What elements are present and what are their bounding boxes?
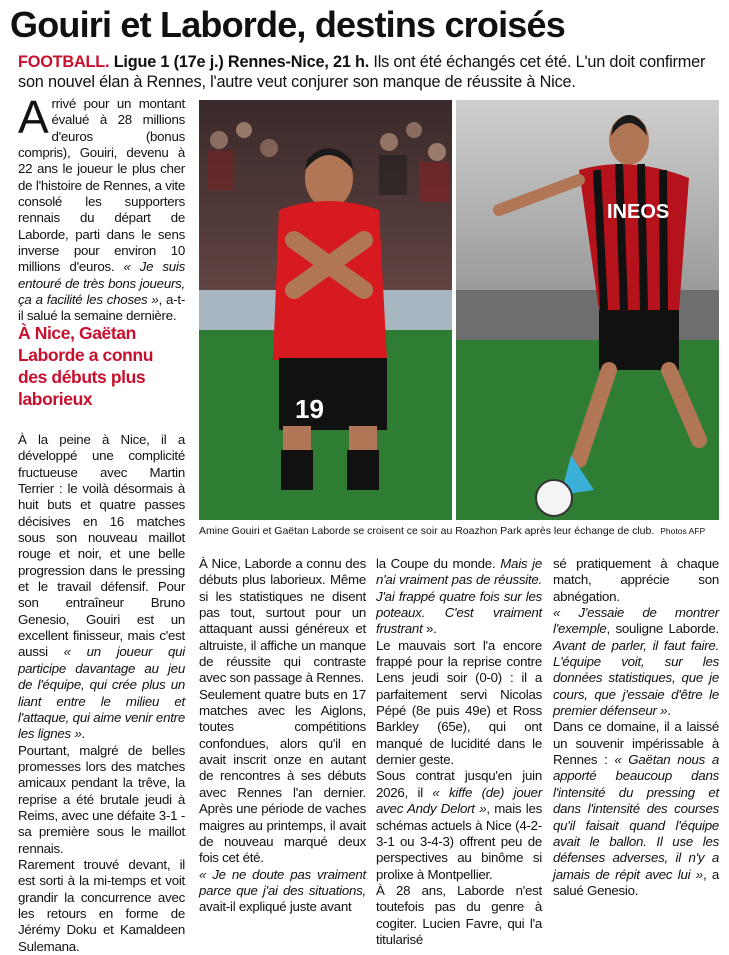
quote: Avant de parler, il faut faire. L'équipe voit, sur les données statistiques, que je cours, que j'essaie d'être le premier défenseur » bbox=[553, 637, 719, 719]
quote: Mais je n'ai vraiment pas de réussite. J'ai frappé quatre fois sur les poteaux. C'est vraiment frustrant bbox=[376, 556, 542, 637]
match-photo bbox=[199, 100, 719, 520]
page-title: Gouiri et Laborde, destins croisés bbox=[10, 4, 565, 45]
paragraph: rrivé pour un montant évalué à 28 millions d'euros (bonus compris), Gouiri, devenu à 22 ans le joueur le plus cher de l'histoire de Rennes, a vite consolé les supporters rennais du départ de Laborde, parti dans le sens inverse pour environ 10 millions d'euros. bbox=[18, 96, 185, 275]
paragraph: Rarement trouvé devant, il est sorti à la mi-temps et voit grandir la concurrence avec les retours en forme de Jérémy Doku et Kamaldeen Sulemana. bbox=[18, 856, 185, 954]
paragraph: sé pratiquement à chaque match, apprécie son abnégation. bbox=[553, 556, 719, 604]
photo-divider bbox=[452, 100, 456, 520]
quote: « kiffe (de) jouer avec Andy Delort » bbox=[376, 784, 542, 817]
paragraph: Seulement quatre buts en 17 matches avec les Aiglons, toutes compétitions confondues, alors qu'il en avait inscrit onze en autant de rencontres à ses débuts avec Rennes l'an dernier. Après une période de vaches maigres au printemps, il avait de nouveau marqué deux fois cet été. bbox=[199, 686, 366, 866]
paragraph: Sous contrat jusqu'en juin 2026, il bbox=[376, 768, 542, 800]
quote: « Je suis entouré de très bons joueurs, ça a facilité les choses » bbox=[18, 259, 185, 308]
paragraph: Dans ce domaine, il a laissé un souvenir impérissable à Rennes : bbox=[553, 719, 719, 768]
column-1-bottom bbox=[18, 432, 185, 955]
column-1-top bbox=[18, 91, 186, 325]
article-standfirst bbox=[18, 52, 718, 92]
paragraph: la Coupe du monde. bbox=[376, 556, 496, 571]
paragraph: À la peine à Nice, il a développé une complicité fructueuse avec Martin Terrier : le voilà désormais à huit buts et quatre passes décisives en 16 matches sous son nouveau maillot rouge et noir, et une belle progression dans le pressing et le travail défensif. Pour son entraîneur Bruno Genesio, Gouiri est un excellent finisseur, mais c'est aussi bbox=[18, 432, 185, 660]
players-illustration bbox=[199, 100, 719, 520]
quote: « J'essaie de montrer l'exemple bbox=[553, 605, 719, 637]
photo-credit: Photos AFP bbox=[660, 526, 706, 536]
paragraph: , souligne Laborde. bbox=[606, 621, 719, 637]
column-2 bbox=[199, 556, 366, 916]
caption-text: Amine Gouiri et Gaëtan Laborde se croisent ce soir au Roazhon Park après leur échange de club. bbox=[199, 525, 655, 537]
paragraph: , a-t-il salué la semaine dernière. bbox=[18, 292, 186, 324]
paragraph: ». bbox=[422, 621, 437, 637]
standfirst-text: Ils ont été échangés cet été. L'un doit confirmer son nouvel élan à Rennes, l'autre veut conjurer son manque de réussite à Nice. bbox=[18, 53, 706, 91]
drop-cap: A bbox=[18, 91, 49, 143]
paragraph: À Nice, Laborde a connu des débuts plus laborieux. Même si les statistiques ne disent pas tout, surtout pour un attaquant aussi généreux et altruiste, il affiche un manque de réussite qui contraste avec son passage à Rennes. bbox=[199, 556, 366, 686]
quote: « Je ne doute pas vraiment parce que j'ai des situations, bbox=[199, 866, 366, 898]
paragraph: À 28 ans, Laborde n'est toutefois pas du genre à cogiter. Lucien Favre, qui l'a titularisé bbox=[376, 882, 542, 947]
paragraph: , a salué Genesio. bbox=[553, 866, 719, 898]
column-4 bbox=[553, 556, 719, 899]
quote: « Gaëtan nous a apporté beaucoup dans l'intensité du pressing et dans l'intensité des courses qu'il faisait quand l'équipe avait le ballon. Il use les défenses adverses, il n'y a jamais de répit avec lui » bbox=[553, 752, 719, 882]
quote: « un joueur qui participe davantage au jeu de l'équipe, qui crée plus un liant entre le milieu et l'attaque, qui aime venir entre les lignes » bbox=[18, 644, 185, 742]
paragraph: Pourtant, malgré de belles promesses lors des matches amicaux pendant la trêve, la reprise a été brutale jeudi à Reims, avec une défaite 3-1 -sa première sous le maillot rennais. bbox=[18, 742, 185, 856]
paragraph: , mais les schémas actuels à Nice (4-2-3-1 ou 3-4-3) offrent peu de perspectives au binôme si prolixe à Montpellier. bbox=[376, 801, 542, 882]
paragraph: Le mauvais sort l'a encore frappé pour la reprise contre Lens jeudi soir (0-0) : il a parfaitement servi Nicolas Pépé (8e puis 49e) et Ross Barkley (65e), qui ont manqué de lucidité dans le dernier geste. bbox=[376, 637, 542, 768]
match-info: Ligue 1 (17e j.) Rennes-Nice, 21 h. bbox=[113, 53, 370, 71]
column-3 bbox=[376, 556, 542, 948]
paragraph: avait-il expliqué juste avant bbox=[199, 899, 352, 915]
kicker: FOOTBALL. bbox=[18, 53, 110, 71]
subheading: À Nice, Gaëtan Laborde a connu des débuts plus laborieux bbox=[18, 323, 153, 409]
photo-caption bbox=[199, 525, 719, 537]
shirt-number: 19 bbox=[295, 394, 324, 424]
paragraph: . bbox=[667, 703, 671, 719]
shirt-sponsor: INEOS bbox=[607, 201, 670, 223]
paragraph: . bbox=[81, 726, 85, 742]
